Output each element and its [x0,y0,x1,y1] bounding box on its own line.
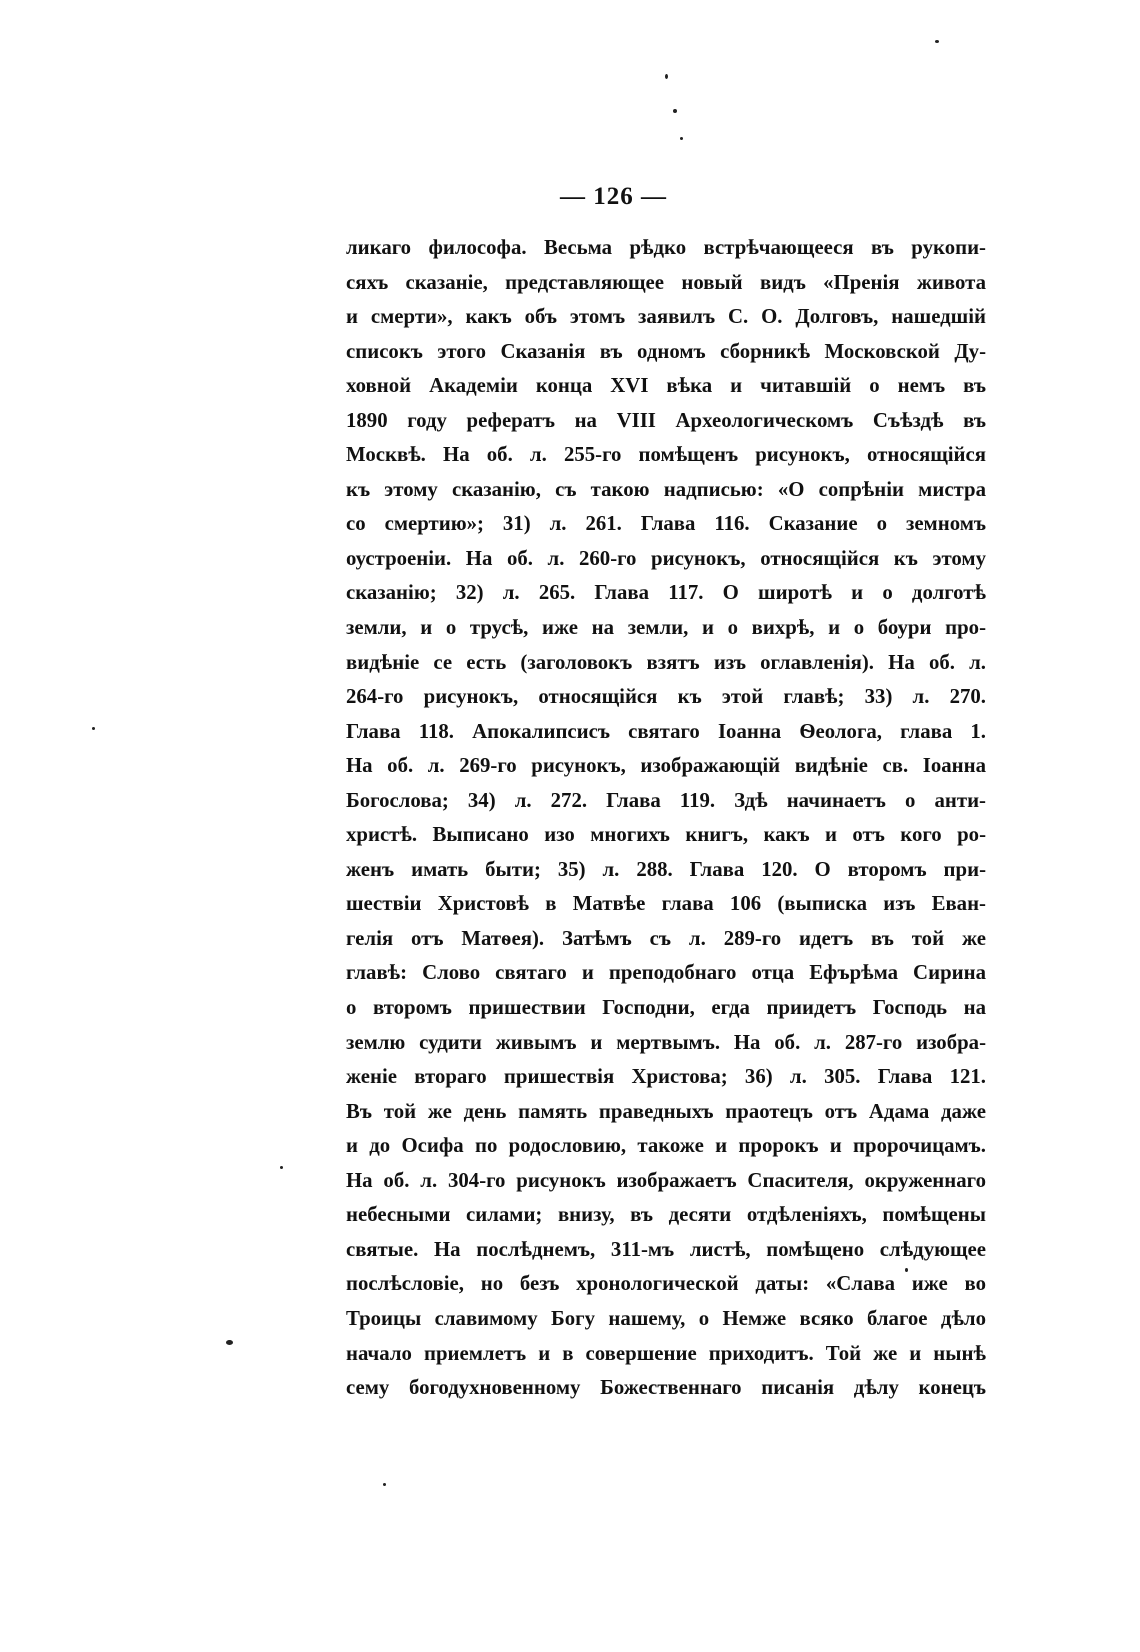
text-line: 1890 году рефератъ на VIII Археологическомъ Съѣздѣ въ [346,408,986,432]
scan-speck [665,74,668,79]
text-line: 264-го рисунокъ, относящійся къ этой главѣ; 33) л. 270. [346,685,986,709]
text-line: сяхъ сказаніе, представляющее новый видъ «Пренія живота [346,270,986,294]
page-number: — 126 — [560,183,667,210]
scan-speck [280,1166,283,1169]
scan-speck [383,1483,386,1486]
scan-speck [226,1340,233,1345]
text-line: Москвѣ. На об. л. 255-го помѣщенъ рисунокъ, относящійся [346,443,986,467]
body-text [346,231,986,1406]
text-line: списокъ этого Сказанія въ одномъ сборникѣ Московской Ду- [346,339,986,363]
text-line: сему богодухновенному Божественнаго писанія дѣлу конецъ [346,1376,986,1400]
text-line: видѣніе се есть (заголовокъ взятъ изъ оглавленія). На об. л. [346,650,986,674]
text-line: христѣ. Выписано изо многихъ книгъ, какъ и отъ кого ро- [346,823,986,847]
text-line: шествіи Христовѣ в Матвѣе глава 106 (выписка изъ Еван- [346,892,986,916]
text-line: о второмъ пришествии Господни, егда приидетъ Господь на [346,996,986,1020]
text-line: Въ той же день память праведныхъ праотецъ отъ Адама даже [346,1099,986,1123]
text-line: женъ имать быти; 35) л. 288. Глава 120. О второмъ при- [346,857,986,881]
text-line: Троицы славимому Богу нашему, о Немже всяко благое дѣло [346,1306,986,1330]
text-line: Богослова; 34) л. 272. Глава 119. Здѣ начинаетъ о анти- [346,788,986,812]
scan-speck [92,727,95,730]
text-line: и до Осифа по родословию, такоже и пророкъ и пророчицамъ. [346,1134,986,1158]
text-line: сказанію; 32) л. 265. Глава 117. О широтѣ и о долготѣ [346,581,986,605]
text-line: земли, и о трусѣ, иже на земли, и о вихрѣ, и о боури про- [346,616,986,640]
text-line: гелія отъ Матѳея). Затѣмъ съ л. 289-го идетъ въ той же [346,926,986,950]
text-line: оустроеніи. На об. л. 260-го рисунокъ, относящійся къ этому [346,546,986,570]
text-line: къ этому сказанію, съ такою надписью: «О сопрѣніи мистра [346,477,986,501]
text-line: святые. На послѣднемъ, 311-мъ листѣ, помѣщено слѣдующее [346,1237,986,1261]
text-line: главѣ: Слово святаго и преподобнаго отца Ефърѣма Сирина [346,961,986,985]
text-line: Глава 118. Апокалипсисъ святаго Іоанна Ѳеолога, глава 1. [346,719,986,743]
text-line: послѣсловіе, но безъ хронологической даты: «Слава иже во [346,1272,986,1296]
text-line: ховной Академіи конца XVI вѣка и читавшій о немъ въ [346,374,986,398]
text-line: и смерти», какъ объ этомъ заявилъ С. О. Долговъ, нашедшій [346,305,986,329]
text-line: небесными силами; внизу, въ десяти отдѣленіяхъ, помѣщены [346,1203,986,1227]
text-line: начало приемлетъ и в совершение приходитъ. Той же и нынѣ [346,1341,986,1365]
text-line: На об. л. 304-го рисунокъ изображаетъ Спасителя, окруженнаго [346,1168,986,1192]
text-line: женіе втораго пришествія Христова; 36) л. 305. Глава 121. [346,1065,986,1089]
scan-speck [673,109,677,113]
text-line: со смертию»; 31) л. 261. Глава 116. Сказание о земномъ [346,512,986,536]
scan-speck [905,1268,908,1272]
scan-speck [935,40,939,43]
text-line: ликаго философа. Весьма рѣдко встрѣчающееся въ рукопи- [346,236,986,259]
scan-speck [680,137,683,140]
text-line: На об. л. 269-го рисунокъ, изображающій видѣніе св. Іоанна [346,754,986,778]
text-line: землю судити живымъ и мертвымъ. На об. л. 287-го изобра- [346,1030,986,1054]
